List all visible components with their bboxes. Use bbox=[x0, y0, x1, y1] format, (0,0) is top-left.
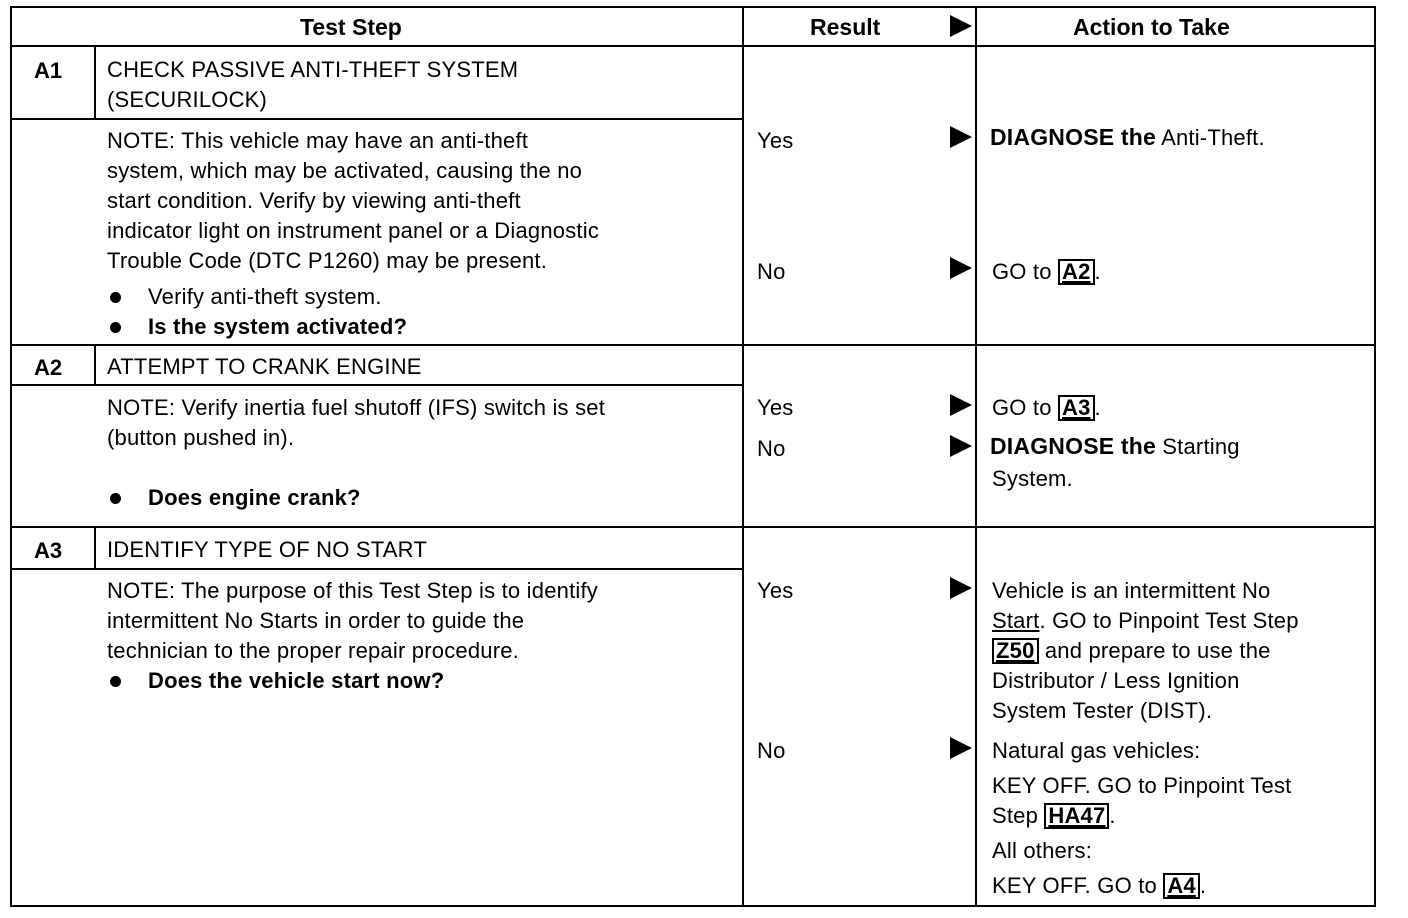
step-title-line: (SECURILOCK) bbox=[107, 87, 268, 112]
action-no bbox=[990, 431, 1240, 462]
step-id: A2 bbox=[34, 355, 63, 380]
result-no: No bbox=[757, 436, 786, 461]
action-text: KEY OFF. GO to bbox=[992, 873, 1157, 898]
action-yes-line bbox=[992, 636, 1271, 666]
bullet-item: Verify anti-theft system. bbox=[148, 284, 382, 309]
action-text: Step bbox=[992, 803, 1039, 828]
action-text: Start bbox=[992, 608, 1040, 633]
step-id: A1 bbox=[34, 58, 63, 83]
action-suffix: . bbox=[1094, 395, 1101, 420]
arrow-right-icon bbox=[950, 126, 972, 148]
result-yes: Yes bbox=[757, 578, 794, 603]
arrow-right-icon bbox=[950, 435, 972, 457]
action-no bbox=[992, 257, 1101, 287]
action-yes-line bbox=[992, 606, 1299, 636]
arrow-right-icon bbox=[950, 257, 972, 279]
action-text: GO to bbox=[992, 395, 1052, 420]
arrow-right-icon bbox=[950, 15, 972, 37]
note-line: intermittent No Starts in order to guide the bbox=[107, 608, 525, 633]
arrow-right-icon bbox=[950, 577, 972, 599]
action-yes bbox=[990, 122, 1265, 153]
action-bold: DIAGNOSE the bbox=[990, 433, 1156, 459]
result-yes: Yes bbox=[757, 395, 794, 420]
action-suffix: . bbox=[1094, 259, 1101, 284]
action-yes bbox=[992, 393, 1101, 423]
result-no: No bbox=[757, 738, 786, 763]
header-result: Result bbox=[810, 14, 881, 40]
step-reference-link[interactable]: A4 bbox=[1163, 873, 1200, 899]
note-line: Trouble Code (DTC P1260) may be present. bbox=[107, 248, 548, 273]
action-no-line: Natural gas vehicles: bbox=[992, 738, 1201, 763]
action-yes-line: Vehicle is an intermittent No bbox=[992, 578, 1271, 603]
bullet-icon bbox=[110, 292, 121, 303]
result-yes: Yes bbox=[757, 128, 794, 153]
action-yes-line: System Tester (DIST). bbox=[992, 698, 1213, 723]
bullet-icon bbox=[110, 676, 121, 687]
action-suffix: . bbox=[1199, 873, 1207, 898]
note-line: (button pushed in). bbox=[107, 425, 295, 450]
header-test-step: Test Step bbox=[300, 14, 402, 40]
action-yes-line: Distributor / Less Ignition bbox=[992, 668, 1240, 693]
note-line: system, which may be activated, causing the no bbox=[107, 158, 583, 183]
note-line: technician to the proper repair procedure. bbox=[107, 638, 519, 663]
action-no-line bbox=[992, 801, 1116, 831]
note-line: indicator light on instrument panel or a Diagnostic bbox=[107, 218, 600, 243]
action-text: GO to bbox=[992, 259, 1052, 284]
note-line: NOTE: This vehicle may have an anti-theft bbox=[107, 128, 529, 153]
action-no-line: KEY OFF. GO to Pinpoint Test bbox=[992, 773, 1292, 798]
header-action: Action to Take bbox=[1073, 14, 1230, 40]
action-text: and prepare to use the bbox=[1044, 638, 1271, 663]
step-title-line: IDENTIFY TYPE OF NO START bbox=[107, 537, 427, 562]
note-line: NOTE: Verify inertia fuel shutoff (IFS) switch is set bbox=[107, 395, 606, 420]
action-no-line: All others: bbox=[992, 838, 1093, 863]
bullet-icon bbox=[110, 493, 121, 504]
action-suffix: . bbox=[1109, 803, 1116, 828]
action-text: Anti-Theft. bbox=[1161, 125, 1265, 150]
result-no: No bbox=[757, 259, 786, 284]
action-no-line bbox=[992, 871, 1206, 901]
step-reference-link[interactable]: HA47 bbox=[1044, 803, 1109, 829]
action-bold: DIAGNOSE the bbox=[990, 124, 1156, 150]
step-reference-link[interactable]: Z50 bbox=[992, 638, 1039, 664]
action-text: . GO to Pinpoint Test Step bbox=[1039, 608, 1299, 633]
bullet-question: Is the system activated? bbox=[148, 314, 408, 339]
action-no-line2: System. bbox=[992, 466, 1073, 491]
step-title-line: CHECK PASSIVE ANTI-THEFT SYSTEM bbox=[107, 57, 519, 82]
arrow-right-icon bbox=[950, 737, 972, 759]
step-id: A3 bbox=[34, 538, 63, 563]
arrow-right-icon bbox=[950, 394, 972, 416]
note-line: start condition. Verify by viewing anti-theft bbox=[107, 188, 521, 213]
bullet-question: Does the vehicle start now? bbox=[148, 668, 445, 693]
bullet-icon bbox=[110, 322, 121, 333]
step-reference-link[interactable]: A2 bbox=[1058, 259, 1095, 285]
action-text: Starting bbox=[1162, 434, 1240, 459]
note-line: NOTE: The purpose of this Test Step is to identify bbox=[107, 578, 598, 603]
bullet-question: Does engine crank? bbox=[148, 485, 361, 510]
step-reference-link[interactable]: A3 bbox=[1058, 395, 1095, 421]
step-title-line: ATTEMPT TO CRANK ENGINE bbox=[107, 354, 422, 379]
